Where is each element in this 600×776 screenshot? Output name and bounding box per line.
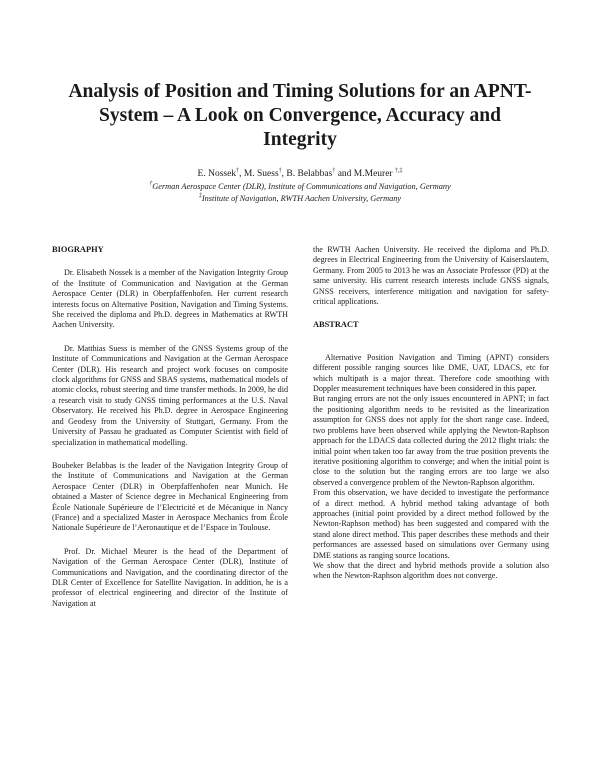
bio-nossek: Dr. Elisabeth Nossek is a member of the Navigation Integrity Group of the Institute of Communication and Navigation at the German Aerospace Center (DLR) in Oberpfaffenhofen. Her current research interests focus on Alternative Position, Navigation and Timing Systems. She received the diploma and Ph.D. degrees in Mathematics at RWTH Aachen University. [52, 268, 288, 330]
abstract-paragraph: But ranging errors are not the only issues encountered in APNT; in fact the positioning algorithm needs to be revisited as the linearization assumption for GNSS does not apply for the short range case. Indeed, two problems have been observed while applying the Newton-Raphson approach for the LDACS data collected during the 2012 flight trials: the initial point when taken too far away from the true position prevents the iterative positioning algorithm to converge; and when the initial point is close to the solution but the ranging errors are too large we also observed a convergence problem of the Newton-Raphson algorithm. [313, 394, 549, 487]
bio-belabbas: Boubeker Belabbas is the leader of the Navigation Integrity Group of the Institute of Communications and Navigation at the German Aerospace Center (DLR) in Oberpfaffenhofen near Munich. He obtained a Master of Science degree in Mechanical Engineering from École Nationale Supérieure de l’Electricité et de Mécanique in Nancy (France) and a specialized Master in Aerospace Mechanics from École Nationale Supérieure de l’Aeronautique et de l’Espace in Toulouse. [52, 460, 288, 533]
paper-title: Analysis of Position and Timing Solutions for an APNT-System – A Look on Convergence, Accuracy and Integrity [68, 81, 532, 150]
bio-meurer: Prof. Dr. Michael Meurer is the head of the Department of Navigation of the German Aerospace Center (DLR), Institute of Communications and Navigation, and the coordinating director of the DLR Center of Excellence for Satellite Navigation. In addition, he is a professor of electrical engineering and director of the Institute of Navigation at [52, 546, 288, 608]
abstract-paragraph: From this observation, we have decided to investigate the performance of a direct method. A hybrid method taking advantage of both approaches (initial point provided by a direct method followed by the Newton-Raphson method) has been suggested and compared with the stand alone direct method. This paper describes these methods and their performances are assessed based on simulations over Germany using DME stations as ranging source locations. [313, 488, 549, 560]
bio-meurer-continued: the RWTH Aachen University. He received the diploma and Ph.D. degrees in Electrical Engineering from the University of Kaiserslautern, Germany. From 2005 to 2013 he was an Associate Professor (PD) at the same university. His current research interests include GNSS signals, GNSS receivers, interference mitigation and navigation for safety-critical applications. [313, 245, 549, 307]
abstract-paragraph: We show that the direct and hybrid methods provide a solution also when the Newton-Raphson algorithm does not converge. [313, 560, 549, 581]
left-column [52, 245, 288, 622]
right-column [313, 245, 549, 582]
abstract-paragraph: Alternative Position Navigation and Timing (APNT) considers different possible ranging sources like DME, UAT, LDACS, etc for which multipath is a major threat. Therefore code smoothing with Doppler measurement techniques have been considered in this paper. [313, 352, 549, 394]
affiliation-dlr: †German Aerospace Center (DLR), Institute of Communications and Navigation, Germany [149, 181, 451, 191]
biography-heading: BIOGRAPHY [52, 245, 104, 254]
author-list: E. Nossek†, M. Suess†, B. Belabbas† and M.Meurer †,‡ [197, 167, 403, 179]
abstract-heading: ABSTRACT [313, 320, 359, 330]
affiliation-rwth: ‡Institute of Navigation, RWTH Aachen University, Germany [198, 193, 402, 203]
bio-suess: Dr. Matthias Suess is member of the GNSS Systems group of the Institute of Communications and Navigation at the German Aerospace Center (DLR). His research and project work focuses on composite clock algorithms for GNSS and SBAS systems, mathematical models of atomic clocks, robust steering and time transfer methods. In 2009, he did a research visit to study GNSS timing performances at the U.S. Naval Observatory. He received his Ph.D. degree in Aerospace Engineering and Geodesy from the University of Stuttgart, Germany. From the University of Passau he graduated as Computer Scientist with field of specialization in mathematical modelling. [52, 343, 289, 447]
